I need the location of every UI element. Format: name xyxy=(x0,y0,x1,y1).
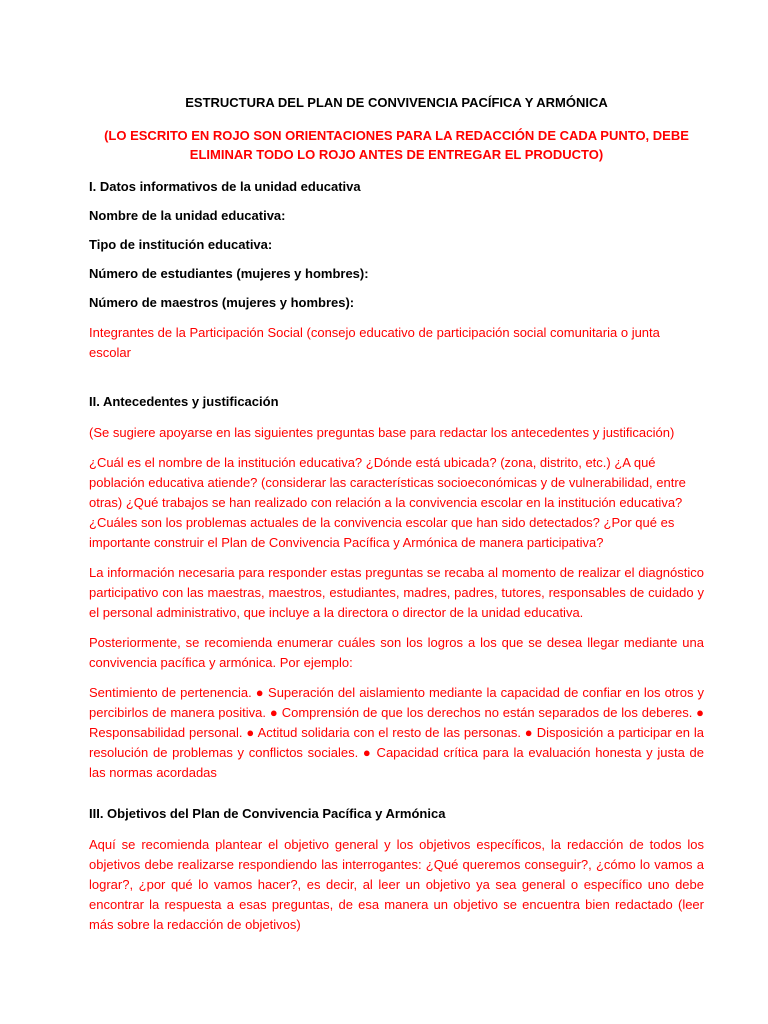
section-2-examples: Sentimiento de pertenencia. ● Superación del aislamiento mediante la capacidad de confiar en los otros y percibirlos de manera positiva. ● Comprensión de que los derechos no están separados de los deberes. ● Responsabilidad personal. ● Actitud solidaria con el resto de las personas. ● Disposición a participar en la resolución de problemas y conflictos sociales. ● Capacidad crítica para la evaluación honesta y justa de las normas acordadas xyxy=(89,685,704,780)
section-3-heading: III. Objetivos del Plan de Convivencia Pacífica y Armónica xyxy=(89,806,446,821)
section-2-heading: II. Antecedentes y justificación xyxy=(89,394,279,409)
section-2-questions: ¿Cuál es el nombre de la institución educativa? ¿Dónde está ubicada? (zona, distrito, etc.) ¿A qué población educativa atiende? (considerar las características socioeconómicas y de vulnerabilidad, entre otras) ¿Qué trabajos se han realizado con relación a la convivencia escolar en la institución educativa? ¿Cuáles son los problemas actuales de la convivencia escolar que han sido detectados? ¿Por qué es importante construir el Plan de Convivencia Pacífica y Armónica de manera participativa? xyxy=(89,455,686,550)
document-title: ESTRUCTURA DEL PLAN DE CONVIVENCIA PACÍFICA Y ARMÓNICA xyxy=(185,95,608,110)
field-teacher-count: Número de maestros (mujeres y hombres): xyxy=(89,295,355,310)
field-student-count: Número de estudiantes (mujeres y hombres): xyxy=(89,266,369,281)
section-2-achievements: Posteriormente, se recomienda enumerar cuáles son los logros a los que se desea llegar mediante una convivencia pacífica y armónica. Por ejemplo: xyxy=(89,635,704,670)
section-2-diagnostic: La información necesaria para responder estas preguntas se recaba al momento de realizar el diagnóstico participativo con las maestras, maestros, estudiantes, madres, padres, tutores, responsables de cuidado y el personal administrativo, que incluye a la directora o director de la unidad educativa. xyxy=(89,565,704,620)
red-instructions-note: (LO ESCRITO EN ROJO SON ORIENTACIONES PARA LA REDACCIÓN DE CADA PUNTO, DEBE ELIMINAR TODO LO ROJO ANTES DE ENTREGAR EL PRODUCTO) xyxy=(104,128,689,162)
section-1-heading: I. Datos informativos de la unidad educativa xyxy=(89,179,361,194)
field-institution-type: Tipo de institución educativa: xyxy=(89,237,273,252)
section-2-intro: (Se sugiere apoyarse en las siguientes preguntas base para redactar los antecedentes y justificación) xyxy=(89,425,675,440)
social-participation-note: Integrantes de la Participación Social (consejo educativo de participación social comunitaria o junta escolar xyxy=(89,325,660,360)
section-3-objectives: Aquí se recomienda plantear el objetivo general y los objetivos específicos, la redacción de todos los objetivos debe realizarse respondiendo las interrogantes: ¿Qué queremos conseguir?, ¿cómo lo vamos a lograr?, ¿por qué lo vamos hacer?, es decir, al leer un objetivo ya sea general o específico uno debe encontrar la respuesta a esas preguntas, de esa manera un objetivo se encuentra bien redactado (leer más sobre la redacción de objetivos) xyxy=(89,837,704,932)
field-school-name: Nombre de la unidad educativa: xyxy=(89,208,286,223)
